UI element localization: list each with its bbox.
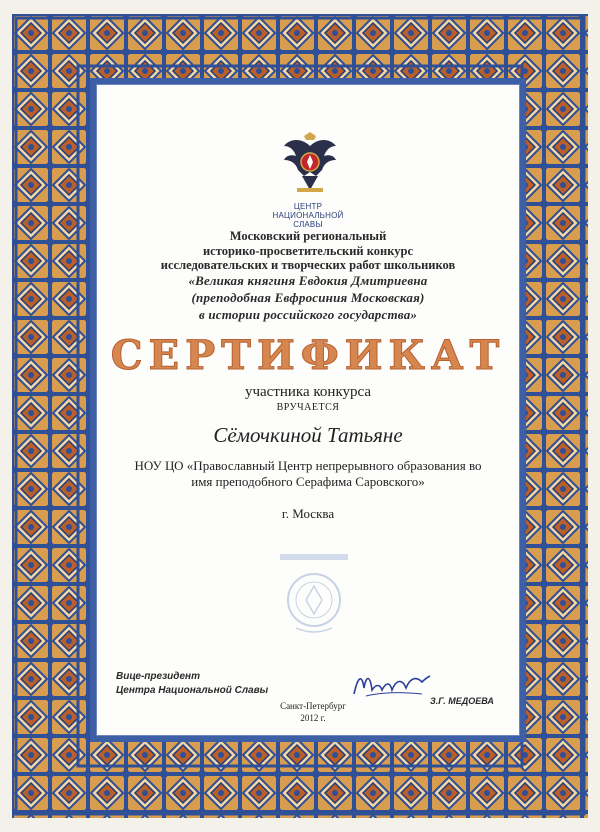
organization-line: имя преподобного Серафима Саровского»: [191, 474, 425, 489]
certificate-content: [96, 84, 520, 736]
emblem-caption: [96, 202, 520, 229]
emblem-caption-line: НАЦИОНАЛЬНОЙ: [272, 211, 344, 220]
awarded-line: ВРУЧАЕТСЯ: [276, 402, 340, 413]
handwritten-signature-icon: [352, 670, 432, 700]
heading-line: исследовательских и творческих работ школьников: [160, 258, 456, 272]
city: г. Москва: [281, 506, 335, 521]
participant-line: участника конкурса: [244, 384, 372, 400]
faded-seal-icon: [266, 554, 362, 638]
place-city: Санкт-Петербург: [280, 701, 346, 711]
heading-line: Московский региональный: [229, 229, 387, 243]
signatory-title-line: Центра Национальной Славы: [116, 685, 269, 696]
double-headed-eagle-icon: [280, 132, 340, 196]
heading-line: историко-просветительский конкурс: [202, 243, 414, 258]
signatory-title: [116, 670, 268, 698]
organization-line: НОУ ЦО «Православный Центр непрерывного образования во: [134, 458, 482, 473]
place-year: 2012 г.: [300, 713, 326, 723]
contest-title-line: «Великая княгиня Евдокия Дмитриевна: [188, 273, 428, 288]
contest-title: [96, 272, 520, 323]
recipient-name: Сёмочкиной Татьяне: [213, 423, 403, 447]
place-date: [268, 700, 358, 724]
contest-heading: [96, 229, 520, 273]
signer-name: З.Г. МЕДОЕВА: [430, 696, 494, 706]
contest-title-line: в истории российского государства»: [198, 307, 418, 322]
certificate-word: СЕРТИФИКАТ: [110, 332, 506, 379]
emblem-caption-line: СЛАВЫ: [293, 220, 323, 229]
organization: [96, 458, 520, 490]
signatory-title-line: Вице-президент: [116, 671, 200, 682]
contest-title-line: (преподобная Евфросиния Московская): [191, 290, 425, 305]
emblem-caption-line: ЦЕНТР: [293, 202, 323, 211]
